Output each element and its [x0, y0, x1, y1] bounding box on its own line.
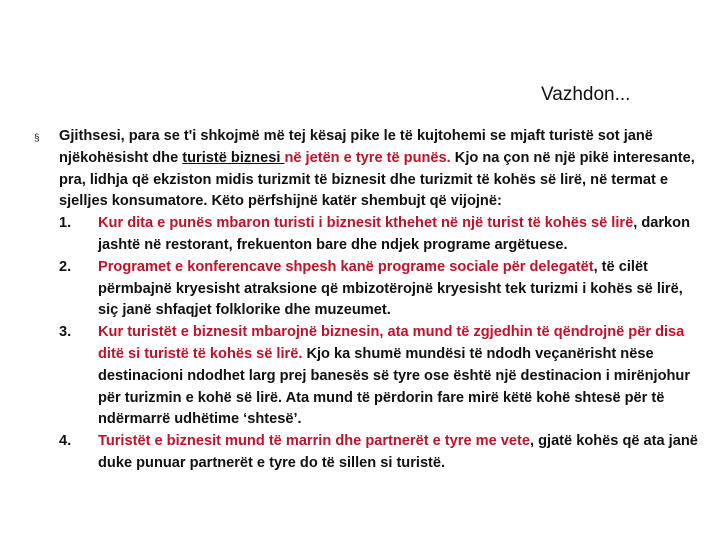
- list-item-red-text: Kur dita e punës mbaron turisti i biznesit kthehet në një turist të kohës së lirë: [98, 215, 634, 232]
- intro-paragraph: [59, 126, 699, 213]
- intro-underlined-text: turistë biznesi: [182, 149, 285, 166]
- list-item-number: 1.: [59, 215, 72, 232]
- slide-body: [59, 126, 699, 475]
- list-item-red-text: Turistët e biznesit mund të marrin dhe partnerët e tyre me vete: [98, 433, 530, 450]
- list-item-red-text: Kur turistët e biznesit mbarojnë biznesin, ata mund të zgjedhin të qëndrojnë për disa ditë si turistë të kohës së lirë.: [98, 324, 685, 362]
- list-item-red-text: Programet e konferencave shpesh kanë programe sociale për delegatët: [98, 258, 594, 275]
- list-item: [59, 322, 699, 431]
- list-item-text: , darkon jashtë në restorant, frekuenton bare dhe ndjek programe argëtuese.: [98, 215, 690, 253]
- list-item-number: 3.: [59, 324, 72, 341]
- list-item: [59, 213, 699, 257]
- list-item-text: , gjatë kohës që ata janë duke punuar partnerët e tyre do të sillen si turistë.: [98, 433, 698, 471]
- list-item-number: 4.: [59, 433, 72, 450]
- slide-title: Vazhdon...: [541, 84, 631, 105]
- intro-red-text: në jetën e tyre të punës.: [284, 149, 451, 166]
- list-item-text: , të cilët përmbajnë kryesisht atraksione që mbizotërojnë kryesisht tek turizmi i kohës së lirë, siç janë shfaqjet folklorike dhe muzeumet.: [98, 258, 683, 319]
- list-item-number: 2.: [59, 258, 72, 275]
- list-item-text: Kjo ka shumë mundësi të ndodh veçanërisht nëse destinacioni ndodhet larg prej banesës së tyre ose është një destinacion i mirënjohur për turizmin e kohë së lirë. Ata mund të përdorin fare mirë këtë kohë shtesë për të ndërmarrë udhëtime ‘shtesë’.: [98, 345, 691, 428]
- intro-text-3: Kjo na çon në një pikë interesante, pra, lidhja që ekziston midis turizmit të biznesit dhe turizmit të kohës së lirë, në termat e sjelljes konsumatore. Këto përfshijnë katër shembujt që vijojnë:: [59, 149, 695, 210]
- list-item: [59, 257, 699, 322]
- square-bullet-icon: §: [34, 133, 40, 144]
- list-item: [59, 431, 699, 475]
- intro-text-1: Gjithsesi, para se t'i shkojmë më tej kësaj pike le të kujtohemi se mjaft turistë sot janë njëkohësisht dhe: [59, 128, 653, 166]
